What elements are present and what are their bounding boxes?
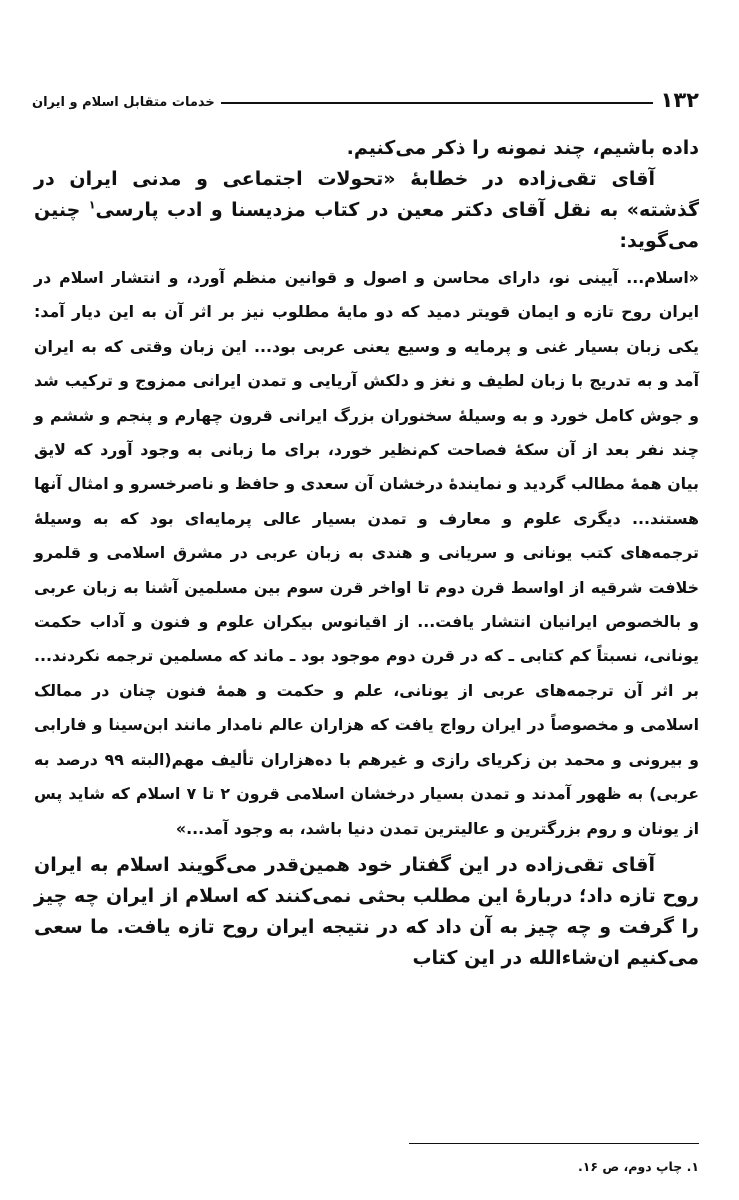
running-header <box>32 78 699 112</box>
running-title: خدمات متقابل اسلام و ایران <box>32 95 215 110</box>
footnote-rule <box>409 1143 699 1144</box>
paragraph-2: آقای تقی‌زاده در این گفتار خود همین‌قدر می‌گویند اسلام به ایران روح تازه داد؛ دربارهٔ این مطلب بحثی نمی‌کنند که اسلام از ایران چه چیز را گرفت و چه چیز به آن داد که در نتیجه ایران روح تازه یافت. ما سعی می‌کنیم ان‌شاءالله در این کتاب <box>34 853 699 969</box>
intro-line: داده باشیم، چند نمونه را ذکر می‌کنیم. <box>346 137 699 159</box>
footnote: ۱. چاپ دوم، ص ۱۶. <box>578 1159 699 1174</box>
paragraph-1 <box>34 164 699 257</box>
block-quote: «اسلام... آیینی نو، دارای محاسن و اصول و قوانین منظم آورد، و انتشار اسلام در ایران روح تازه و ایمان قویتر دمید که دو مایهٔ مطلوب نیز بر اثر آن به این دیار آمد: یکی زبان بسیار غنی و پرمایه و وسیع یعنی عربی بود... این زبان وقتی که به ایران آمد و به تدریج با زبان لطیف و نغز و دلکش آریایی و تمدن ایرانی ممزوج و ترکیب شد و جوش کامل خورد و به وسیلهٔ سخنوران بزرگ ایرانی قرون چهارم و پنجم و ششم و چند نفر بعد از آن سکهٔ فصاحت کم‌نظیر خورد، برای ما زبانی به وجود آورد که لایق بیان همهٔ مطالب گردید و نمایندهٔ درخشان آن سعدی و حافظ و ناصرخسرو و امثال آنها هستند... دیگری علوم و معارف و تمدن بسیار عالی پرمایه‌ای بود که به وسیلهٔ ترجمه‌های کتب یونانی و سریانی و هندی به زبان عربی در مشرق اسلامی و قلمرو خلافت شرقیه از اواسط قرن دوم تا اواخر قرن سوم بین مسلمین آشنا به زبان عربی و بالخصوص ایرانیان انتشار یافت... از اقیانوس بیکران علوم و فنون و آداب حکمت یونانی، نسبتاً کم کتابی ـ که در قرن دوم موجود بود ـ ماند که مسلمین ترجمه نکردند... بر اثر آن ترجمه‌های عربی از یونانی، علم و حکمت و همهٔ فنون چنان در ممالک اسلامی و مخصوصاً در ایران رواج یافت که هزاران عالم نامدار مانند ابن‌سینا و فارابی و بیرونی و محمد بن زکریای رازی و غیرهم با ده‌هزاران تألیف مهم(البته ۹۹ درصد به عربی) به ظهور آمدند و تمدن بسیار درخشان اسلامی قرون ۲ تا ۷ اسلام که شاید پس از یونان و روم بزرگترین و عالیترین تمدن دنیا باشد، به وجود آمد...» <box>34 268 700 838</box>
footnote-marker: ۱ <box>88 198 96 212</box>
paragraph-1-text: آقای تقی‌زاده در خطابهٔ «تحولات اجتماعی و مدنی ایران در گذشته» به نقل آقای دکتر معین در کتاب مزدیسنا و ادب پارسی <box>34 168 700 221</box>
page-number: ۱۳۲ <box>660 88 699 112</box>
paragraph-1-tail: چنین می‌گوید: <box>34 199 699 252</box>
header-rule <box>221 102 653 104</box>
page-body <box>34 133 699 974</box>
